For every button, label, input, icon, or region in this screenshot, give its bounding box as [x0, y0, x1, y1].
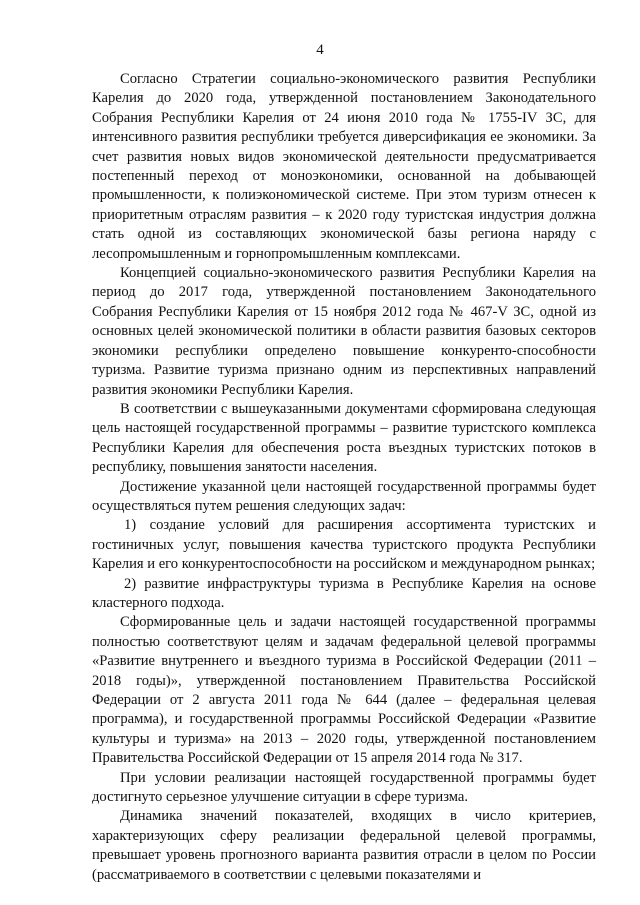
task-item-1: 1) создание условий для расширения ассортимента туристских и гостиничных услуг, повышения качества туристского продукта Республики Карелия и его конкурентоспособности на российском и международном рынках; — [92, 517, 596, 573]
paragraph-program-goal: В соответствии с вышеуказанными документами сформирована следующая цель настоящей государственной программы – развитие туристского комплекса Республики Карелия для обеспечения роста въездных туристских потоков в республику, повышения занятости населения. — [92, 400, 596, 476]
paragraph-tasks-intro: Достижение указанной цели настоящей государственной программы будет осуществляться путем решения следующих задач: — [92, 478, 596, 514]
paragraph-strategy: Согласно Стратегии социально-экономического развития Республики Карелия до 2020 года, утвержденной постановлением Законодательного Собрания Республики Карелия от 24 июня 2010 года № 1755-IV ЗС, для интенсивного развития республики требуется диверсификация ее экономики. За счет развития новых видов экономической деятельности предусматривается постепенный переход от моноэкономики, основанной на добывающей промышленности, к полиэкономической системе. При этом туризм отнесен к приоритетным отраслям развития – к 2020 году туристская индустрия должна стать одной из составляющих экономической базы региона наряду с лесопромышленным и горнопромышленным комплексами. — [92, 71, 596, 262]
paragraph-dynamics: Динамика значений показателей, входящих в число критериев, характеризующих сферу реализации федеральной целевой программы, превышает уровень прогнозного варианта развития отрасли в целом по России (рассматриваемого в соответствии с целевыми показателями и — [92, 808, 596, 883]
paragraph-expected-result: При условии реализации настоящей государственной программы будет достигнуто серьезное улучшение ситуации в сфере туризма. — [92, 769, 596, 806]
document-body — [92, 70, 596, 885]
page-number: 4 — [316, 42, 324, 58]
task-item-2: 2) развитие инфраструктуры туризма в Республике Карелия на основе кластерного подхода. — [92, 575, 596, 611]
paragraph-concept: Концепцией социально-экономического развития Республики Карелия на период до 2017 года, утвержденной постановлением Законодательного Собрания Республики Карелия от 15 ноября 2012 года № 467-V ЗС, одной из основных целей экономической политики в области развития базовых секторов экономики республики определено повышение конкуренто-способности туризма. Развитие туризма признано одним из перспективных направлений развития экономики Республики Карелия. — [92, 265, 596, 398]
paragraph-federal-alignment: Сформированные цель и задачи настоящей государственной программы полностью соответствуют целям и задачам федеральной целевой программы «Развитие внутреннего и въездного туризма в Российской Федерации (2011 – 2018 годы)», утвержденной постановлением Правительства Российской Федерации от 2 августа 2011 года № 644 (далее – федеральная целевая программа), и государственной программы Российской Федерации «Развитие культуры и туризма» на 2013 – 2020 годы, утвержденной постановлением Правительства Российской Федерации от 15 апреля 2014 года № 317. — [92, 614, 596, 767]
